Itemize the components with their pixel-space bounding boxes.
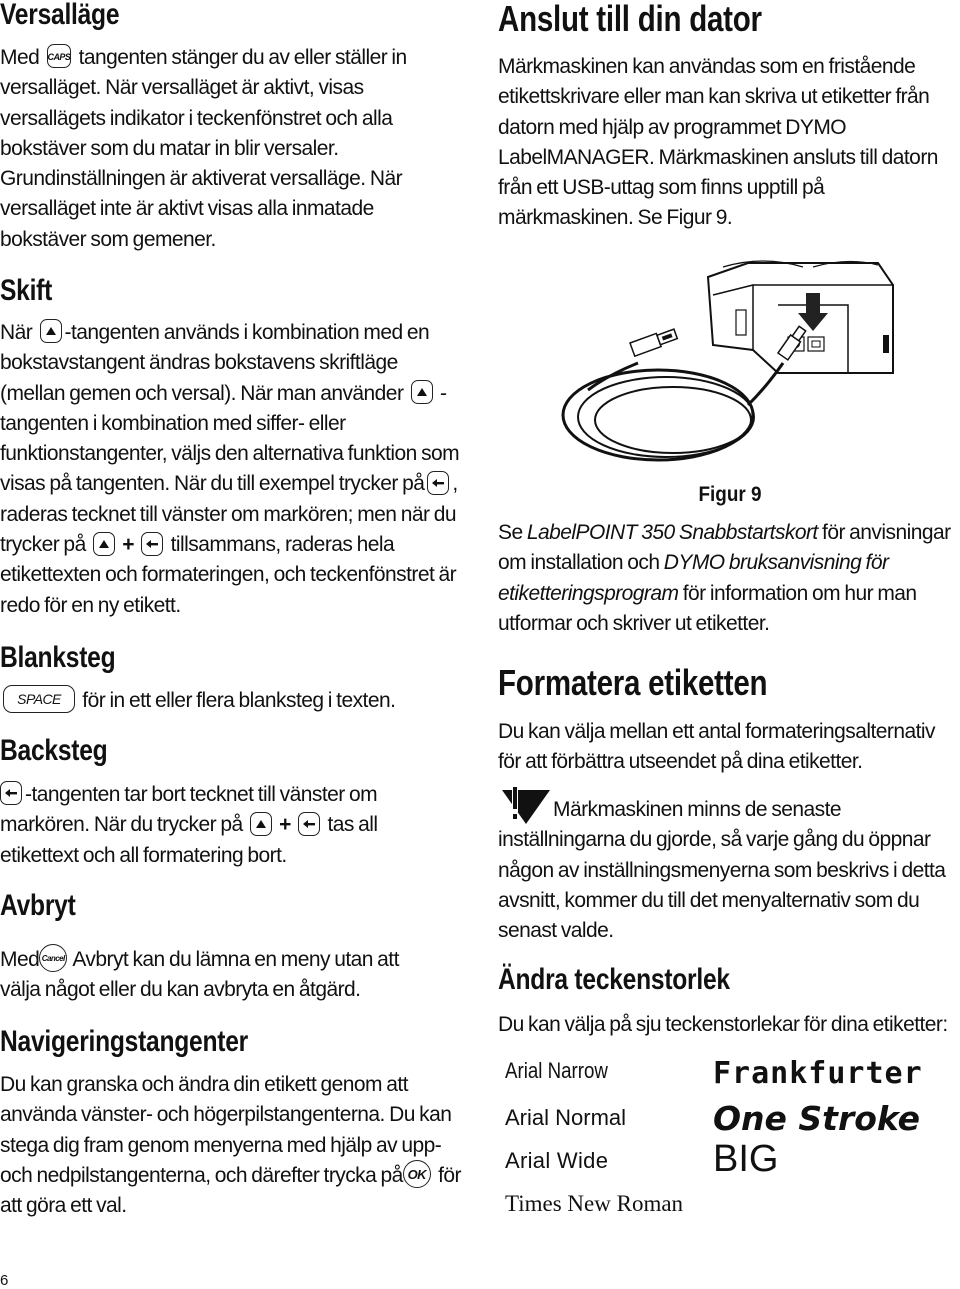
page-number: 6 — [0, 1272, 9, 1289]
font-sample-frankfurter: Frankfurter — [713, 1056, 923, 1091]
font-sample-times: Times New Roman — [505, 1191, 684, 1216]
backspace-key-icon — [141, 532, 163, 556]
shift-key-icon — [411, 380, 433, 404]
heading-formatera: Formatera etiketten — [498, 662, 768, 703]
heading-navigeringstangenter: Navigeringstangenter — [0, 1025, 248, 1058]
backspace-key-icon — [298, 812, 320, 836]
heading-backsteg: Backsteg — [0, 734, 108, 767]
paragraph-backsteg: -tangenten tar bort tecknet till vänster om markören. När du trycker på + tas all etikettext och all formatering bort. — [0, 783, 378, 867]
shift-key-icon — [40, 319, 62, 343]
figure-caption: Figur 9 — [698, 483, 762, 506]
font-sample-one-stroke: One Stroke — [713, 1099, 921, 1138]
space-key-icon: SPACE — [3, 685, 75, 713]
cancel-key-icon: Cancel — [39, 944, 67, 972]
font-sample-arial-normal: Arial Normal — [505, 1105, 627, 1130]
heading-blanksteg: Blanksteg — [0, 641, 116, 674]
paragraph-blanksteg: SPACE för in ett eller flera blanksteg i texten. — [0, 686, 462, 716]
backspace-key-icon — [427, 471, 449, 495]
paragraph-memory-note: Märkmaskinen minns de senaste inställningarna du gjorde, så varje gång du öppnar någon av inställningsmenyerna som beskrivs i detta avsnitt, kommer du till det menyalternativ som du senast valde. — [498, 798, 946, 943]
shift-key-icon — [93, 532, 115, 556]
shift-key-icon — [250, 812, 272, 836]
caps-key-icon: CAPS — [47, 44, 72, 68]
paragraph-anslut: Märkmaskinen kan användas som en fristående etikettskrivare eller man kan skriva ut etiketter från datorn med hjälp av programmet DYMO LabelMANAGER. Märkmaskinen ansluts till datorn från ett USB-uttag som finns upptill på märkmaskinen. Se Figur 9. — [498, 55, 938, 230]
font-sample-arial-wide: Arial Wide — [505, 1148, 609, 1173]
heading-versallage: Versalläge — [0, 0, 120, 31]
font-sample-big: BIG — [713, 1138, 779, 1180]
paragraph-versallage: Med CAPS tangenten stänger du av eller ställer in versalläget. När versalläget är aktivt, visas versallägets indikator i teckenfönstret och alla bokstäver som du matar in blir versaler. Grundinställningen är aktiverat versalläge. När versalläget inte är aktivt visas alla inmatade bokstäver som gemener. — [0, 46, 407, 251]
heading-anslut: Anslut till din dator — [498, 0, 762, 39]
heading-avbryt: Avbryt — [0, 889, 76, 922]
paragraph-navigeringstangenter: Du kan granska och ändra din etikett genom att använda vänster- och högerpilstangenterna. Du kan stega dig fram genom menyerna med hjälp av upp- och nedpilstangenterna, och därefter trycka på OK för att göra ett val. — [0, 1073, 461, 1218]
paragraph-skift: När -tangenten används i kombination med en bokstavstangent ändras bokstavens skriftläge (mellan gemen och versal). När man använder -tangenten i kombination med siffer- eller funktionstangenter, väljs den alternativa funktion som visas på tangenten. När du till exempel trycker på , raderas tecknet till vänster om markören; men när du trycker på + tillsammans, raderas hela etikettexten och formateringen, och teckenfönstret är redo för en ny etikett. — [0, 321, 460, 617]
heading-skift: Skift — [0, 274, 53, 307]
paragraph-teckenstorlek: Du kan välja på sju teckenstorlekar för dina etiketter: — [498, 1013, 948, 1036]
paragraph-see-guides: Se LabelPOINT 350 Snabbstartskort för anvisningar om installation och DYMO bruksanvisning för etiketteringsprogram för information om hur man utformar och skriver ut etiketter. — [498, 521, 951, 635]
usb-connection-illustration — [548, 255, 908, 480]
paragraph-formatera: Du kan välja mellan ett antal formateringsalternativ för att förbättra utseendet på dina etiketter. — [498, 720, 935, 774]
heading-teckenstorlek: Ändra teckenstorlek — [498, 963, 730, 996]
backspace-key-icon — [0, 781, 22, 805]
ok-key-icon: OK — [403, 1160, 431, 1188]
font-sample-arial-narrow: Arial Narrow — [505, 1058, 608, 1083]
paragraph-avbryt: Med Cancel Avbryt kan du lämna en meny utan att välja något eller du kan avbryta en åtgärd. — [0, 945, 440, 1006]
